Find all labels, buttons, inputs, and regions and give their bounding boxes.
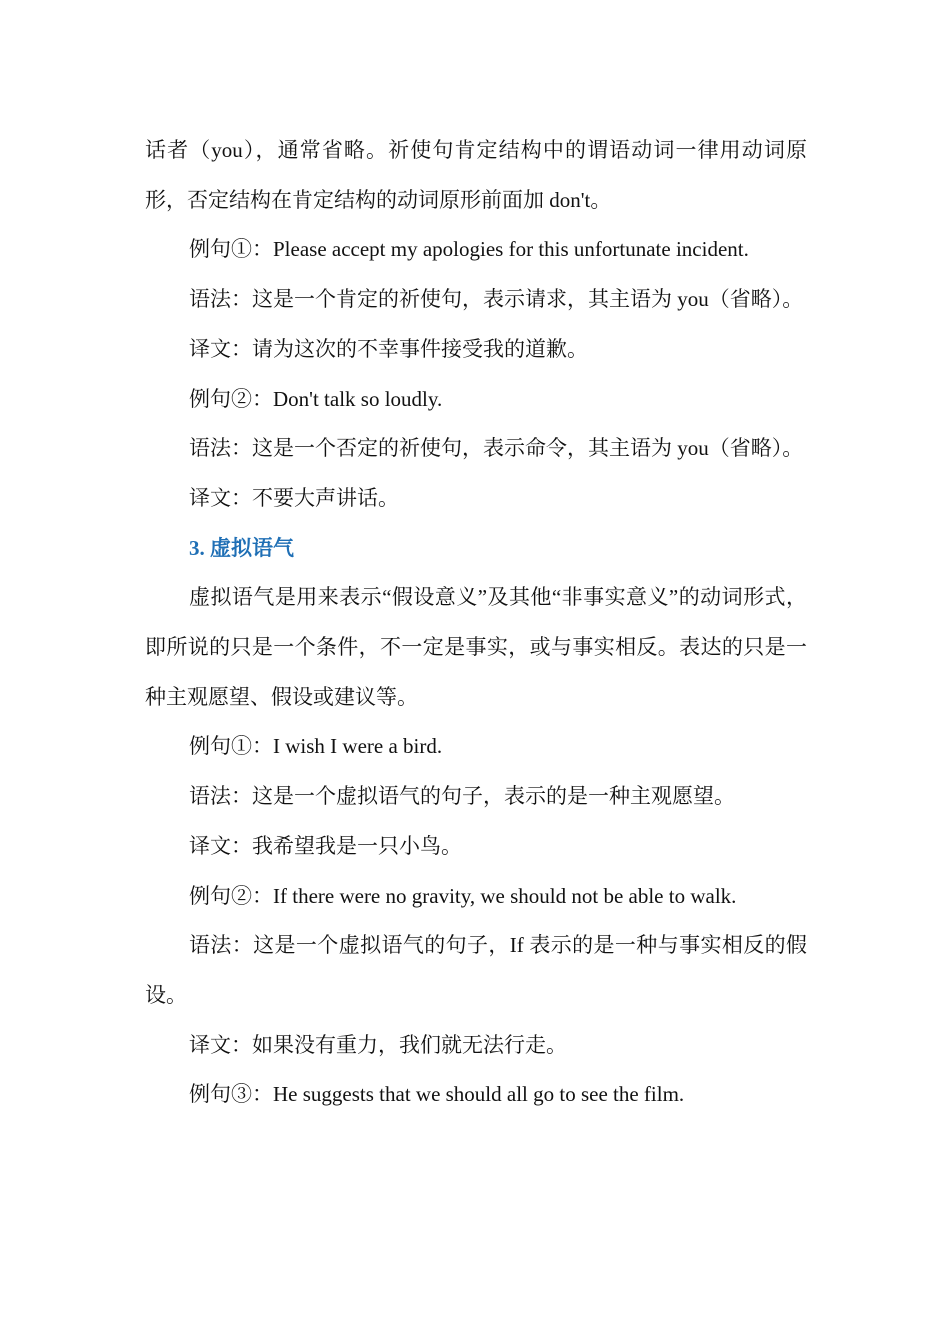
grammar-note-1: 语法：这是一个肯定的祈使句，表示请求，其主语为 you（省略）。 (189, 287, 804, 312)
example-sentence-1: 例句①：Please accept my apologies for this unfortunate incident. (189, 237, 749, 262)
grammar-note-2: 语法：这是一个否定的祈使句，表示命令，其主语为 you（省略）。 (189, 436, 804, 461)
example-sentence-2: 例句②：Don't talk so loudly. (189, 386, 443, 411)
section-heading-subjunctive: 3. 虚拟语气 (189, 535, 294, 560)
translation-1: 译文：请为这次的不幸事件接受我的道歉。 (189, 336, 588, 361)
subjunctive-translation-2: 译文：如果没有重力，我们就无法行走。 (189, 1032, 567, 1057)
subjunctive-example-3: 例句③：He suggests that we should all go to see the film. (189, 1082, 685, 1107)
subjunctive-translation-1: 译文：我希望我是一只小鸟。 (189, 833, 462, 858)
subjunctive-example-1: 例句①：I wish I were a bird. (189, 734, 443, 759)
document-page (145, 126, 807, 1120)
subjunctive-grammar-1: 语法：这是一个虚拟语气的句子，表示的是一种主观愿望。 (189, 784, 735, 809)
subjunctive-grammar-2: 语法：这是一个虚拟语气的句子，If 表示的是一种与事实相反的假设。 (145, 933, 807, 1007)
paragraph-subjunctive-intro: 虚拟语气是用来表示“假设意义”及其他“非事实意义”的动词形式，即所说的只是一个条件，不一定是事实，或与事实相反。表达的只是一种主观愿望、假设或建议等。 (145, 585, 807, 709)
subjunctive-example-2: 例句②：If there were no gravity, we should not be able to walk. (189, 883, 737, 908)
translation-2: 译文：不要大声讲话。 (189, 485, 399, 510)
paragraph-imperative-intro: 话者（you），通常省略。祈使句肯定结构中的谓语动词一律用动词原形，否定结构在肯定结构的动词原形前面加 don't。 (145, 138, 807, 212)
